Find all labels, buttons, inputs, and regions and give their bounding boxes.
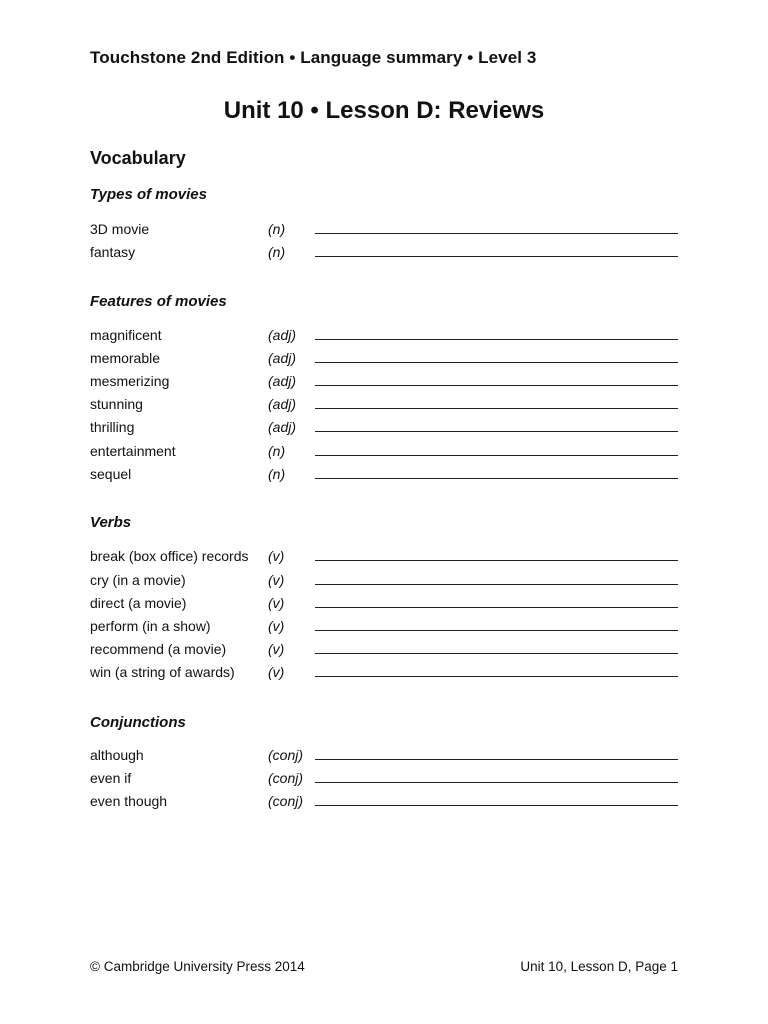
part-of-speech: (adj) — [268, 327, 297, 343]
vocab-term: magnificent — [90, 327, 162, 343]
vocab-term: 3D movie — [90, 221, 150, 237]
vocab-term: although — [90, 747, 144, 763]
answer-line — [315, 676, 678, 677]
vocab-row — [90, 593, 678, 616]
part-of-speech: (adj) — [268, 350, 297, 366]
vocab-row — [90, 417, 678, 440]
vocab-row — [90, 570, 678, 593]
answer-line — [315, 607, 678, 608]
vocab-row — [90, 348, 678, 371]
vocab-row — [90, 616, 678, 639]
group-heading-features-of-movies: Features of movies — [90, 293, 227, 310]
vocab-row — [90, 745, 678, 768]
vocab-row — [90, 639, 678, 662]
vocab-term: fantasy — [90, 244, 136, 260]
answer-line — [315, 455, 678, 456]
vocab-row — [90, 371, 678, 394]
vocab-term: sequel — [90, 466, 132, 482]
answer-line — [315, 233, 678, 234]
answer-line — [315, 339, 678, 340]
part-of-speech: (v) — [268, 572, 285, 588]
answer-line — [315, 560, 678, 561]
vocab-term: memorable — [90, 350, 161, 366]
vocab-term: thrilling — [90, 419, 135, 435]
part-of-speech: (n) — [268, 443, 286, 459]
answer-line — [315, 630, 678, 631]
vocab-row — [90, 441, 678, 464]
part-of-speech: (conj) — [268, 793, 304, 809]
vocab-term: win (a string of awards) — [90, 664, 235, 680]
series-header: Touchstone 2nd Edition • Language summary • Level 3 — [90, 48, 537, 67]
part-of-speech: (adj) — [268, 373, 297, 389]
vocab-term: cry (in a movie) — [90, 572, 186, 588]
part-of-speech: (conj) — [268, 747, 304, 763]
part-of-speech: (adj) — [268, 419, 297, 435]
footer-copyright: © Cambridge University Press 2014 — [90, 959, 305, 974]
answer-line — [315, 759, 678, 760]
answer-line — [315, 256, 678, 257]
vocab-term: mesmerizing — [90, 373, 170, 389]
vocab-term: perform (in a show) — [90, 618, 211, 634]
vocab-row — [90, 242, 678, 265]
group-heading-conjunctions: Conjunctions — [90, 714, 186, 731]
part-of-speech: (v) — [268, 618, 285, 634]
part-of-speech: (v) — [268, 664, 285, 680]
answer-line — [315, 385, 678, 386]
vocab-row — [90, 219, 678, 242]
answer-line — [315, 584, 678, 585]
part-of-speech: (n) — [268, 221, 286, 237]
part-of-speech: (v) — [268, 641, 285, 657]
vocab-row — [90, 325, 678, 348]
vocab-term: recommend (a movie) — [90, 641, 227, 657]
footer-page-reference: Unit 10, Lesson D, Page 1 — [520, 959, 678, 974]
answer-line — [315, 653, 678, 654]
part-of-speech: (adj) — [268, 396, 297, 412]
answer-line — [315, 431, 678, 432]
answer-line — [315, 408, 678, 409]
group-heading-verbs: Verbs — [90, 514, 132, 531]
vocab-row — [90, 464, 678, 487]
vocab-term: direct (a movie) — [90, 595, 187, 611]
vocab-term: entertainment — [90, 443, 176, 459]
answer-line — [315, 782, 678, 783]
page-title: Unit 10 • Lesson D: Reviews — [223, 97, 545, 124]
vocab-row — [90, 662, 678, 685]
vocab-term: break (box office) records — [90, 548, 249, 564]
vocab-row — [90, 546, 678, 569]
section-heading-vocabulary: Vocabulary — [90, 148, 186, 168]
answer-line — [315, 478, 678, 479]
vocab-term: even if — [90, 770, 132, 786]
answer-line — [315, 805, 678, 806]
part-of-speech: (v) — [268, 595, 285, 611]
answer-line — [315, 362, 678, 363]
part-of-speech: (n) — [268, 244, 286, 260]
group-heading-types-of-movies: Types of movies — [90, 186, 207, 203]
part-of-speech: (n) — [268, 466, 286, 482]
vocab-term: even though — [90, 793, 168, 809]
language-summary-page — [90, 0, 678, 1024]
vocab-term: stunning — [90, 396, 143, 412]
vocab-row — [90, 791, 678, 814]
part-of-speech: (conj) — [268, 770, 304, 786]
vocab-row — [90, 394, 678, 417]
vocab-row — [90, 768, 678, 791]
part-of-speech: (v) — [268, 548, 285, 564]
